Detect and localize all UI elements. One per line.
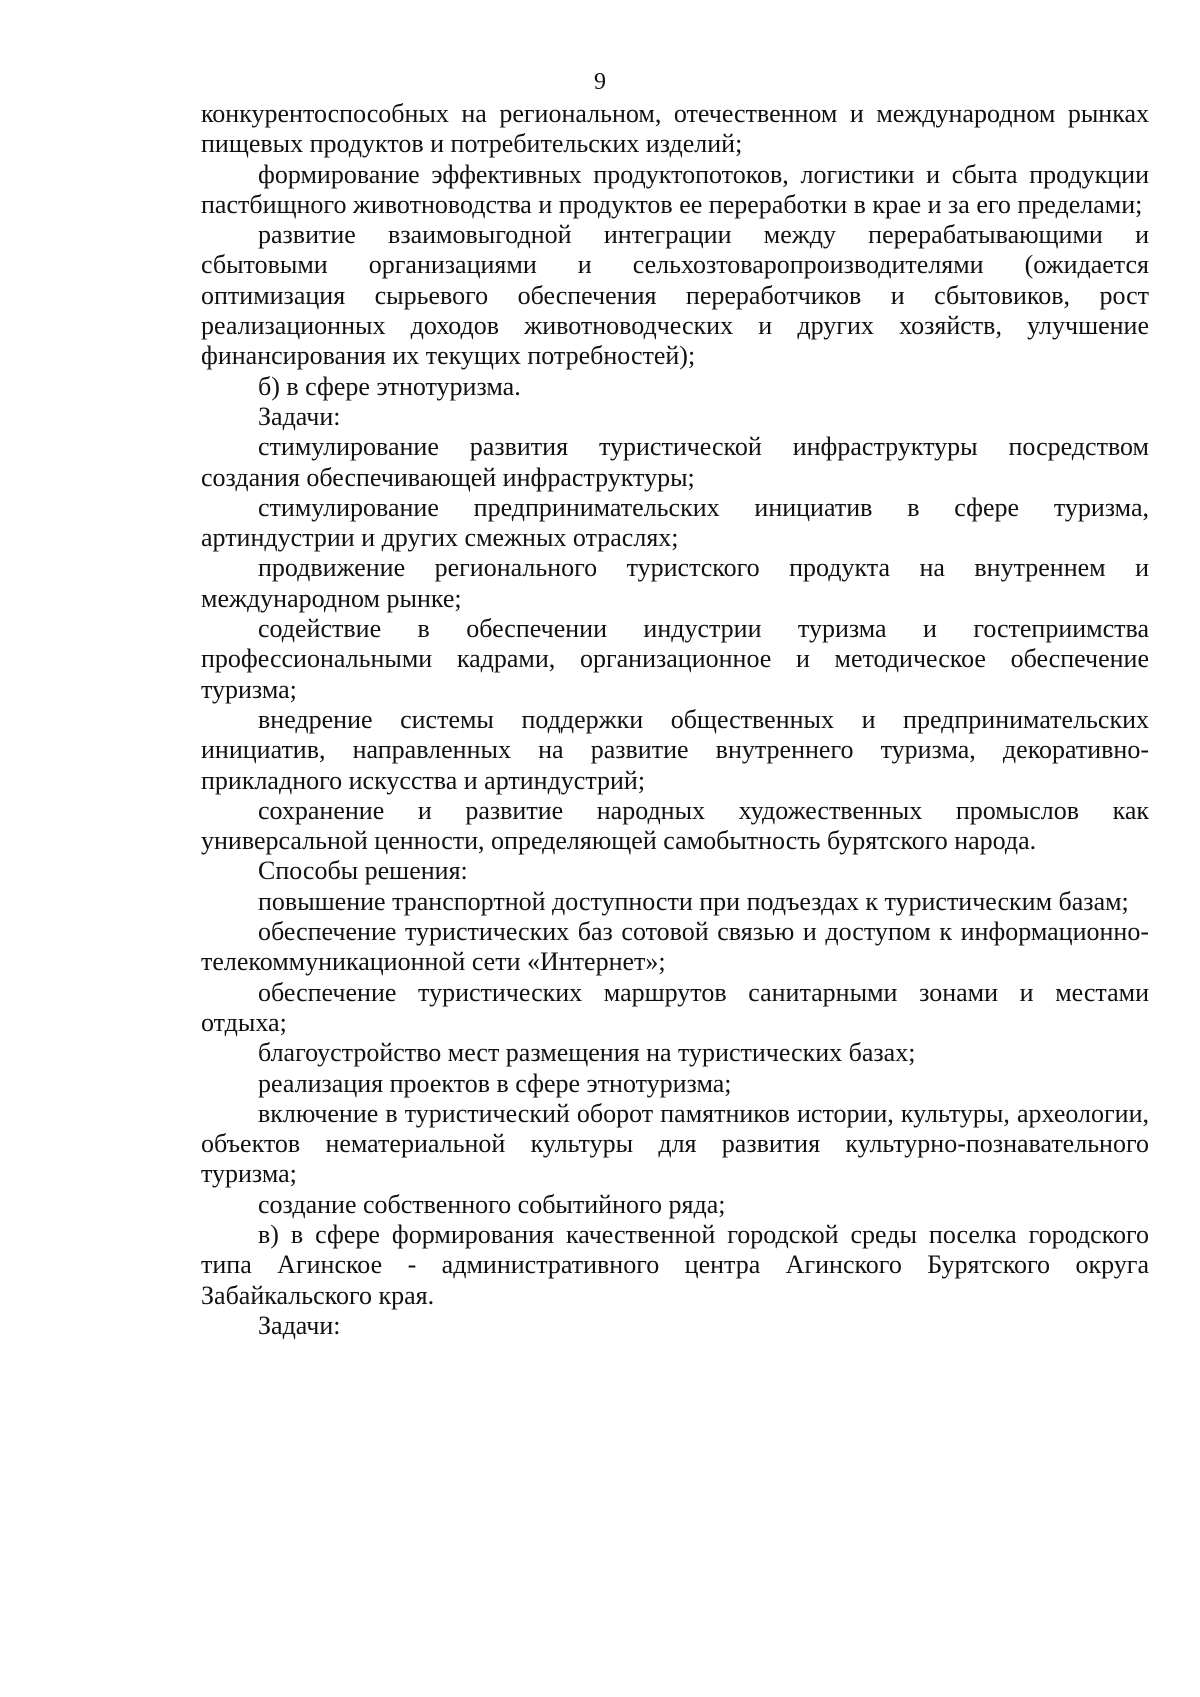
- paragraph: создание собственного событийного ряда;: [258, 1189, 726, 1219]
- section-heading-urban-environment: в) в сфере формирования качественной городской среды поселка городского типа Агинское - административного центра Агинского Бурятского округа Забайкальского края.: [201, 1219, 1149, 1310]
- paragraph: реализация проектов в сфере этнотуризма;: [258, 1068, 732, 1098]
- paragraph: развитие взаимовыгодной интеграции между перерабатывающими и сбытовыми организациями и сельхозтоваропроизводителями (ожидается оптимизация сырьевого обеспечения переработчиков и сбытовиков, рост реализационных доходов животноводческих и других хозяйств, улучшение финансирования их текущих потребностей);: [201, 220, 1149, 371]
- page-number: 9: [594, 69, 606, 95]
- section-heading-ethnotourism: б) в сфере этнотуризма.: [258, 371, 521, 401]
- paragraph: продвижение регионального туристского продукта на внутреннем и международном рынке;: [201, 553, 1149, 613]
- paragraph: благоустройство мест размещения на туристических базах;: [258, 1038, 916, 1068]
- paragraph: включение в туристический оборот памятников истории, культуры, археологии, объектов нематериальной культуры для развития культурно-познавательного туризма;: [201, 1098, 1149, 1189]
- tasks-heading: Задачи:: [258, 401, 341, 431]
- paragraph: внедрение системы поддержки общественных и предпринимательских инициатив, направленных на развитие внутреннего туризма, декоративно-прикладного искусства и артиндустрий;: [201, 704, 1149, 795]
- document-body: [201, 99, 1149, 1341]
- solutions-heading: Способы решения:: [258, 856, 468, 886]
- paragraph-continuation: конкурентоспособных на региональном, отечественном и международном рынках пищевых продуктов и потребительских изделий;: [201, 99, 1149, 159]
- paragraph: обеспечение туристических маршрутов санитарными зонами и местами отдыха;: [201, 977, 1149, 1037]
- paragraph: обеспечение туристических баз сотовой связью и доступом к информационно-телекоммуникационной сети «Интернет»;: [201, 917, 1149, 977]
- paragraph: стимулирование предпринимательских инициатив в сфере туризма, артиндустрии и других смежных отраслях;: [201, 492, 1149, 553]
- paragraph: формирование эффективных продуктопотоков, логистики и сбыта продукции пастбищного животноводства и продуктов ее переработки в крае и за его пределами;: [201, 159, 1149, 219]
- tasks-heading: Задачи:: [258, 1310, 341, 1340]
- paragraph: сохранение и развитие народных художественных промыслов как универсальной ценности, определяющей самобытность бурятского народа.: [201, 795, 1149, 856]
- paragraph: стимулирование развития туристической инфраструктуры посредством создания обеспечивающей инфраструктуры;: [201, 432, 1149, 492]
- paragraph: повышение транспортной доступности при подъездах к туристическим базам;: [258, 886, 1129, 916]
- paragraph: содействие в обеспечении индустрии туризма и гостеприимства профессиональными кадрами, организационное и методическое обеспечение туризма;: [201, 614, 1149, 704]
